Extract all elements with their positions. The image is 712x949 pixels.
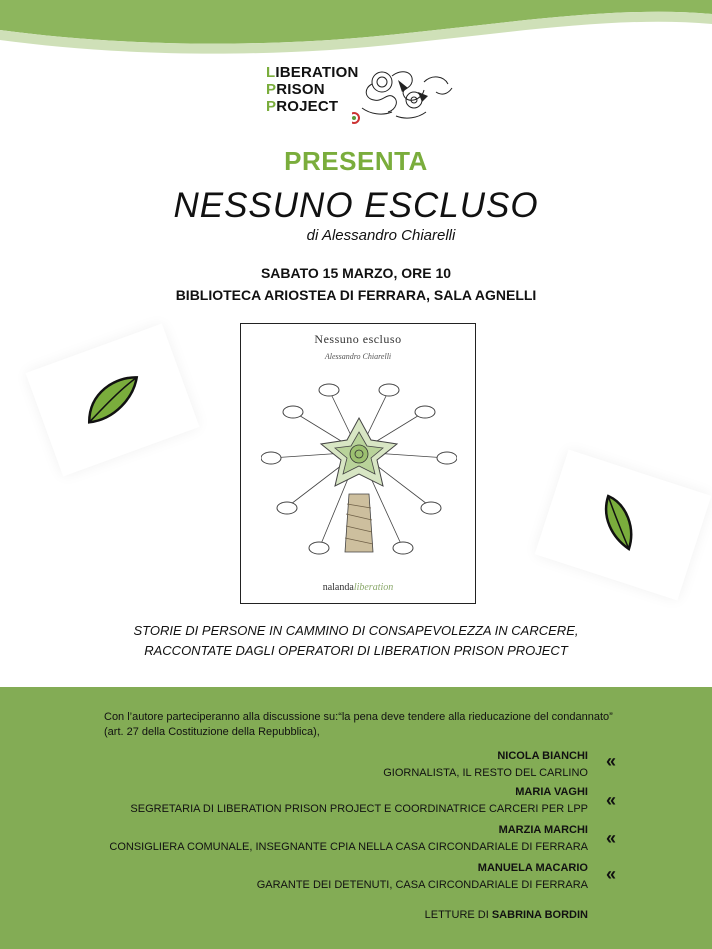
- leaf-card-left: [26, 324, 200, 477]
- speaker-role: SEGRETARIA DI LIBERATION PRISON PROJECT E COORDINATRICE CARCERI PER LPP: [130, 803, 588, 815]
- leaf-icon: [72, 364, 155, 435]
- readings-credit: [0, 909, 588, 921]
- tagline: [0, 621, 712, 661]
- presenta-heading: PRESENTA: [284, 146, 428, 176]
- speaker-name: MANUELA MACARIO: [477, 862, 588, 874]
- leaf-card-right: [535, 450, 712, 601]
- book-cover: [240, 323, 476, 604]
- quote-mark-icon: «: [606, 864, 617, 884]
- discussion-intro: Con l’autore parteciperanno alla discussione su:“la pena deve tendere alla rieducazione del condannato” (art. 27 della Costituzione della Repubblica),: [104, 711, 613, 738]
- speaker-name: MARIA VAGHI: [515, 786, 588, 798]
- logo-line-2: PRISON: [266, 81, 325, 98]
- speaker-name: MARZIA MARCHI: [498, 824, 588, 836]
- logo-line-3: PROJECT: [266, 98, 339, 115]
- quote-mark-icon: «: [606, 828, 617, 848]
- publisher-plain: nalanda: [322, 582, 354, 593]
- speaker-name: NICOLA BIANCHI: [497, 750, 588, 762]
- speaker-role: GARANTE DEI DETENUTI, CASA CIRCONDARIALE DI FERRARA: [256, 879, 588, 891]
- book-author: di Alessandro Chiarelli: [306, 227, 456, 244]
- top-wave-decoration: [0, 0, 712, 60]
- speaker-role: GIORNALISTA, IL RESTO DEL CARLINO: [383, 767, 588, 779]
- flowers-and-ribbon-icon: [352, 62, 456, 132]
- readings-prefix: LETTURE DI: [424, 909, 492, 921]
- publisher-script: liberation: [353, 582, 394, 593]
- logo-line-1: LIBERATION: [266, 64, 359, 81]
- tagline-line-2: RACCONTATE DAGLI OPERATORI DI LIBERATION PRISON PROJECT: [144, 643, 568, 658]
- quote-mark-icon: «: [606, 751, 617, 771]
- leaf-icon: [583, 485, 659, 561]
- cover-title: Nessuno escluso: [314, 332, 402, 346]
- tagline-line-1: STORIE DI PERSONE IN CAMMINO DI CONSAPEVOLEZZA IN CARCERE,: [133, 623, 579, 638]
- event-date: SABATO 15 MARZO, ORE 10: [260, 265, 452, 281]
- cover-publisher: [241, 582, 475, 593]
- hands-around-mandala-icon: [261, 374, 457, 574]
- speaker-role: CONSIGLIERA COMUNALE, INSEGNANTE CPIA NELLA CASA CIRCONDARIALE DI FERRARA: [109, 841, 588, 853]
- readings-name: SABRINA BORDIN: [491, 909, 588, 921]
- cover-author: Alessandro Chiarelli: [324, 352, 392, 361]
- book-title: NESSUNO ESCLUSO: [173, 186, 539, 225]
- quote-mark-icon: «: [606, 790, 617, 810]
- event-venue: BIBLIOTECA ARIOSTEA DI FERRARA, SALA AGNELLI: [175, 287, 537, 303]
- lpp-logo: [266, 62, 456, 132]
